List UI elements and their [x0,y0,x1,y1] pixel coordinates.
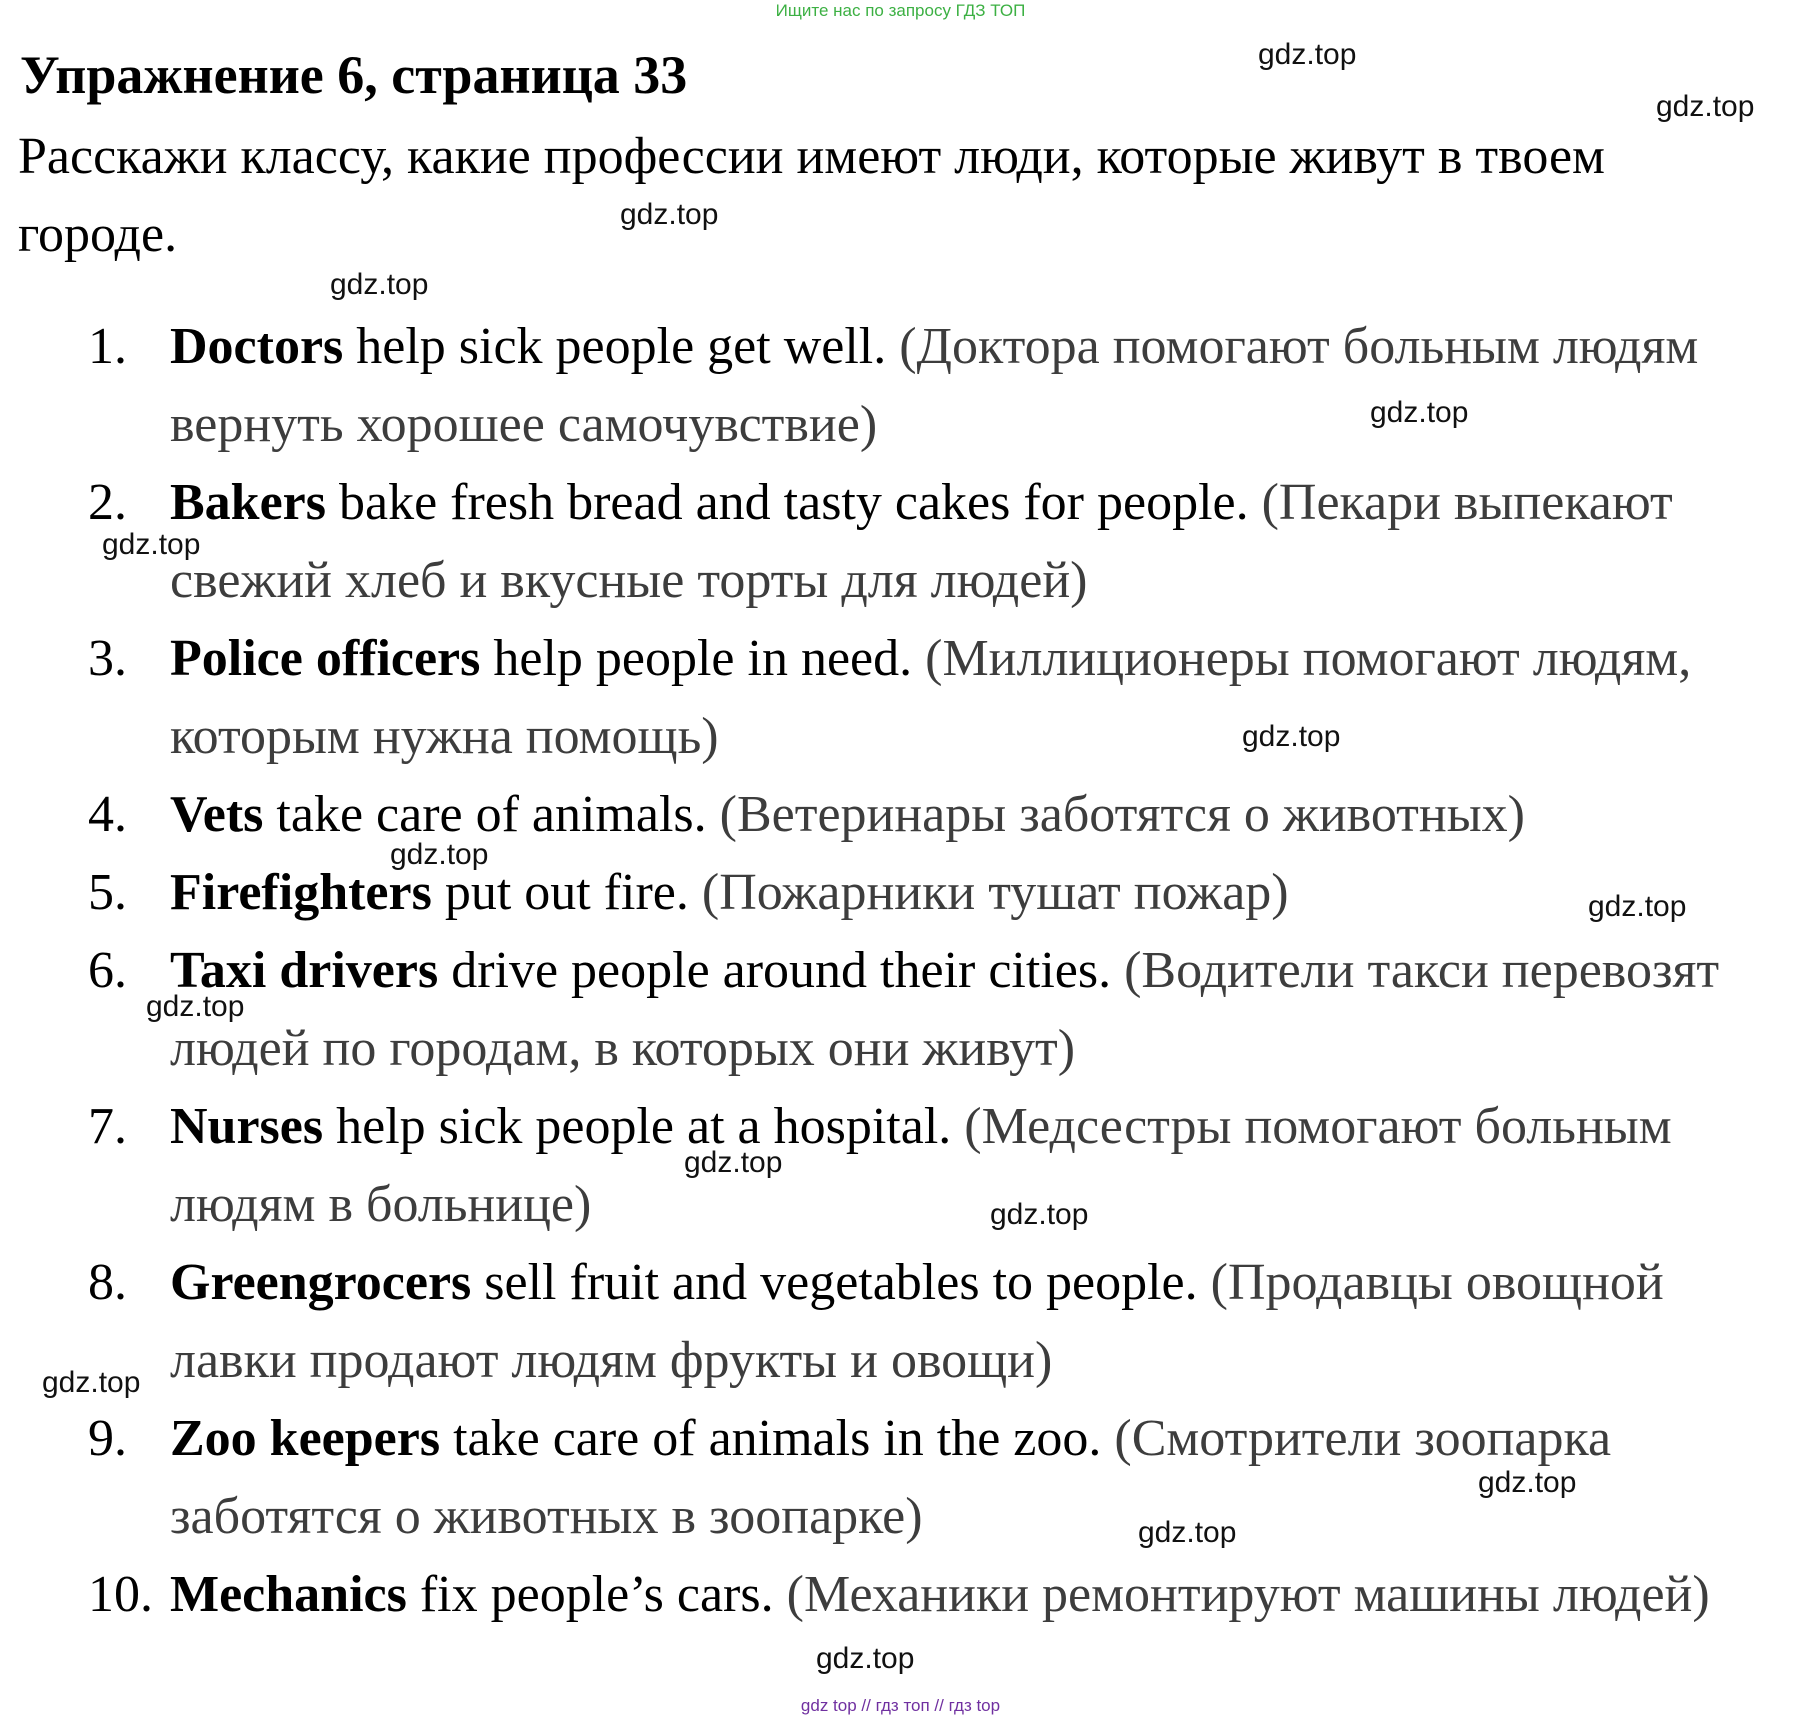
english-text: sell fruit and vegetables to people. [471,1254,1198,1311]
answer-list [88,308,1798,1634]
item-number: 6. [88,942,127,999]
profession-term: Mechanics [170,1566,407,1623]
profession-term: Bakers [170,474,326,531]
bottom-footer: gdz top // гдз топ // гдз top [800,1696,1001,1715]
russian-translation: (Ветеринары заботятся о животных) [706,786,1525,843]
watermark: gdz.top [1588,890,1687,923]
item-number: 9. [88,1410,127,1467]
profession-term: Police officers [170,630,481,687]
item-number: 3. [88,630,127,687]
watermark: gdz.top [146,990,245,1023]
russian-translation: (Пекари выпекают свежий хлеб и вкусные торты для людей) [170,474,1673,609]
watermark: gdz.top [1138,1516,1237,1549]
profession-term: Taxi drivers [170,942,439,999]
russian-translation: (Водители такси перевозят людей по городам, в которых они живут) [170,942,1720,1077]
item-number: 4. [88,786,127,843]
watermark: gdz.top [816,1642,915,1675]
watermark: gdz.top [42,1366,141,1399]
item-number: 10. [88,1566,153,1623]
list-item [88,1556,1798,1634]
list-item [88,932,1798,1088]
english-text: take care of animals. [263,786,707,843]
russian-translation: (Доктора помогают больным людям вернуть хорошее самочувствие) [170,318,1699,453]
item-number: 5. [88,864,127,921]
profession-term: Vets [170,786,264,843]
english-text: put out fire. [431,864,689,921]
english-text: fix people’s cars. [406,1566,774,1623]
profession-term: Zoo keepers [170,1410,441,1467]
english-text: help sick people get well. [343,318,887,375]
item-number: 7. [88,1098,127,1155]
item-number: 1. [88,318,127,375]
russian-translation: (Пожарники тушат пожар) [688,864,1289,921]
profession-term: Firefighters [170,864,432,921]
russian-translation: (Медсестры помогают больным людям в больнице) [170,1098,1672,1233]
profession-term: Greengrocers [170,1254,472,1311]
list-item [88,854,1798,932]
watermark: gdz.top [1258,38,1357,71]
english-text: help sick people at a hospital. [323,1098,952,1155]
russian-translation: (Смотрители зоопарка заботятся о животных в зоопарке) [170,1410,1612,1545]
watermark: gdz.top [330,268,429,301]
russian-translation: (Механики ремонтируют машины людей) [773,1566,1710,1623]
item-number: 2. [88,474,127,531]
list-item [88,620,1798,776]
russian-translation: (Миллиционеры помогают людям, которым нужна помощь) [170,630,1692,765]
list-item [88,308,1798,464]
watermark: gdz.top [620,198,719,231]
watermark: gdz.top [990,1198,1089,1231]
watermark: gdz.top [1370,396,1469,429]
profession-term: Nurses [170,1098,324,1155]
watermark: gdz.top [102,528,201,561]
profession-term: Doctors [170,318,344,375]
exercise-task: Расскажи классу, какие профессии имеют люди, которые живут в твоем городе. [18,128,1605,263]
list-item [88,464,1798,620]
exercise-title: Упражнение 6, страница 33 [20,45,688,105]
item-number: 8. [88,1254,127,1311]
english-text: bake fresh bread and tasty cakes for people. [326,474,1249,531]
list-item [88,776,1798,854]
english-text: take care of animals in the zoo. [440,1410,1102,1467]
english-text: drive people around their cities. [438,942,1112,999]
list-item [88,1244,1798,1400]
list-item [88,1088,1798,1244]
watermark: gdz.top [390,838,489,871]
top-banner: Ищите нас по запросу ГДЗ ТОП [775,1,1026,20]
watermark: gdz.top [1656,90,1755,123]
english-text: help people in need. [480,630,913,687]
watermark: gdz.top [1478,1466,1577,1499]
watermark: gdz.top [1242,720,1341,753]
watermark: gdz.top [684,1146,783,1179]
russian-translation: (Продавцы овощной лавки продают людям фрукты и овощи) [170,1254,1664,1389]
